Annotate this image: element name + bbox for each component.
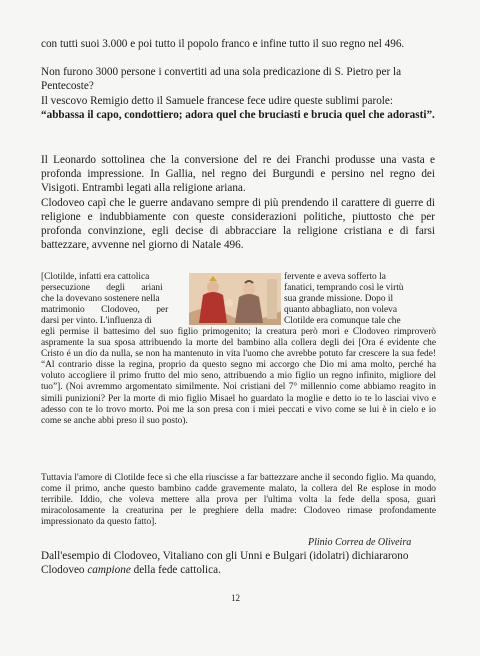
wrap-right-line: Clotilde era comunque tale che [284, 316, 401, 327]
clotilde-painting [189, 273, 281, 325]
wrap-left-line: che la dovevano sostenere nella [41, 294, 160, 305]
wrap-left-column [41, 272, 187, 327]
closing-emphasis: campione [87, 564, 131, 576]
wrap-left-line: darsi per vinto. L'influenza di [41, 316, 152, 327]
wrap-continuation: egli permise il battesimo del suo figlio primogenito; la creatura però morì e Clodoveo rimproverò aspramente la sua sposa attribuendo la morte del bambino alla collera degli dei [Ora é evidente che Cristo é un dio da nulla, se non ha mantenuto in vita l'uomo che avrebbe potuto far crescere la sua fede! “Al contrario disse la regina, proprio da questo segno mi accorgo che Dio mi ama molto, perché ha voluto accogliere il primo frutto del mio seno, attribuendo a mio figlio un regno infinito, migliore del tuo”]. (Noi avremmo argomentato similmente. Noi cristiani del 7° millennio come abbiamo reagito in simili punizioni? Per la morte di mio figlio Misael ho guardato la moglie e detto io te lo lasciai vivo e adesso con te lo trovo morto. Poi me la son presa con i miei peccati e vivo come se lui è in cielo e io come se anche abbi preso il suo posto). [41, 327, 436, 426]
paragraph-1: con tutti suoi 3.000 e poi tutto il popolo franco e infine tutto il suo regno nel 496. [41, 38, 405, 50]
wrap-right-column [284, 272, 436, 327]
paragraph-3 [41, 94, 435, 122]
page-number: 12 [231, 593, 240, 603]
painting-clotilde-icon [189, 273, 281, 325]
paragraph-4: Il Leonardo sottolinea che la conversione del re dei Franchi produsse una vasta e profonda impressione. In Gallia, nel regno dei Burgundi e persino nel regno dei Visigoti. Entrambi legati alla religione ariana. [41, 154, 435, 194]
wrap-left-line: [Clotilde, infatti era cattolica [41, 272, 150, 282]
wrap-right-line: fanatici, temprando così le virtù [284, 283, 404, 294]
closing-end: della fede cattolica. [133, 564, 221, 576]
paragraph-5: Clodoveo capì che le guerre andavano sempre di più prendendo il carattere di guerre di religione e indubbiamente con queste considerazioni politiche, piuttosto che per profonda convinzione, egli decise di abbracciare la religione cristiana e di farsi battezzare, avvenne nel giorno di Natale 496. [41, 197, 435, 251]
wrap-right-line: quanto abbagliato, non voleva [284, 305, 397, 316]
remigio-quote: “abbassa il capo, condottiero; adora quel che bruciasti e brucia quel che adorasti”. [41, 109, 435, 121]
wrap-left-line: matrimonio Clodoveo, per [41, 305, 169, 316]
closing-paragraph [41, 549, 435, 577]
wrap-right-line: fervente e aveva sofferto la [284, 272, 386, 282]
closing-text: Dall'esempio di Clodoveo, Vitaliano con gli Unni e Bulgari (idolatri) dichiararono Clodoveo [41, 550, 409, 576]
paragraph-3-intro: Il vescovo Remigio detto il Samuele francese fece udire queste sublimi parole: [41, 95, 393, 107]
tuttavia-paragraph: Tuttavia l'amore di Clotilde fece sì che ella riuscisse a far battezzare anche il secondo figlio. Ma quando, come il primo, anche questo bambino cadde gravemente malato, la collera del Re esplose in modo terribile. Iddio, che voleva mettere alla prova per l'ultima volta la fede della sposa, guarì miracolosamente la creaturina per le preghiere della madre: Clodoveo rimase profondamente impressionato da questo fatto]. [41, 473, 436, 528]
signature: Plinio Correa de Oliveira [308, 537, 412, 548]
paragraph-2: Non furono 3000 persone i convertiti ad una sola predicazione di S. Pietro per la Pentecoste? [41, 66, 402, 92]
wrap-right-line: sua grande missione. Dopo il [284, 294, 394, 305]
wrap-left-line: persecuzione degli ariani [41, 283, 163, 294]
